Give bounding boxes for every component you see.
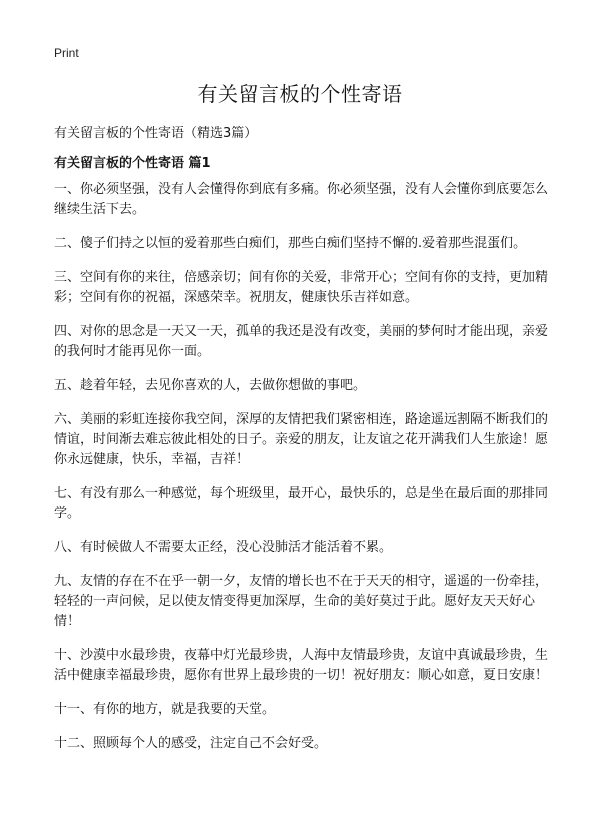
paragraph: 十一、有你的地方，就是我要的天堂。 [54,702,276,717]
paragraph: 一、你必须坚强，没有人会懂得你到底有多痛。你必须坚强，没有人会懂你到底要怎么继续生活下去。 [54,182,549,217]
paragraph: 三、空间有你的来往，倍感亲切；间有你的关爱，非常开心；空间有你的支持，更加精彩；空间有你的祝福，深感荣幸。祝朋友，健康快乐吉祥如意。 [54,270,549,305]
paragraph: 九、友情的存在不在乎一朝一夕，友情的增长也不在于天天的相守，遥遥的一份牵挂，轻轻的一声问候，足以使友情变得更加深厚，生命的美好莫过于此。愿好友天天好心情！ [54,574,549,629]
paragraph: 四、对你的思念是一天又一天，孤单的我还是没有改变，美丽的梦何时才能出现，亲爱的我何时才能再见你一面。 [54,324,549,359]
section-heading: 有关留言板的个性寄语 篇1 [54,156,211,171]
page-title: 有关留言板的个性寄语 [197,82,403,106]
print-link[interactable]: Print [54,46,79,60]
article-body [54,180,550,768]
document-subtitle: 有关留言板的个性寄语（精选3篇） [54,126,258,141]
paragraph: 六、美丽的彩虹连接你我空间，深厚的友情把我们紧密相连，路途遥远割隔不断我们的情谊，时间渐去难忘彼此相处的日子。亲爱的朋友，让友谊之花开满我们人生旅途！愿你永远健康，快乐，幸福，吉祥！ [54,412,549,467]
paragraph: 十、沙漠中水最珍贵，夜幕中灯光最珍贵，人海中友情最珍贵，友谊中真诚最珍贵，生活中健康幸福最珍贵，愿你有世界上最珍贵的一切！祝好朋友：顺心如意，夏日安康！ [54,648,549,683]
paragraph: 七、有没有那么一种感觉，每个班级里，最开心，最快乐的，总是坐在最后面的那排同学。 [54,486,549,521]
paragraph: 八、有时候做人不需要太正经，没心没肺活才能活着不累。 [54,540,393,555]
paragraph: 二、傻子们持之以恒的爱着那些白痴们，那些白痴们坚持不懈的.爱着那些混蛋们。 [54,236,527,251]
paragraph: 十二、照顾每个人的感受，注定自己不会好受。 [54,736,328,751]
paragraph: 五、趁着年轻，去见你喜欢的人，去做你想做的事吧。 [54,378,367,393]
